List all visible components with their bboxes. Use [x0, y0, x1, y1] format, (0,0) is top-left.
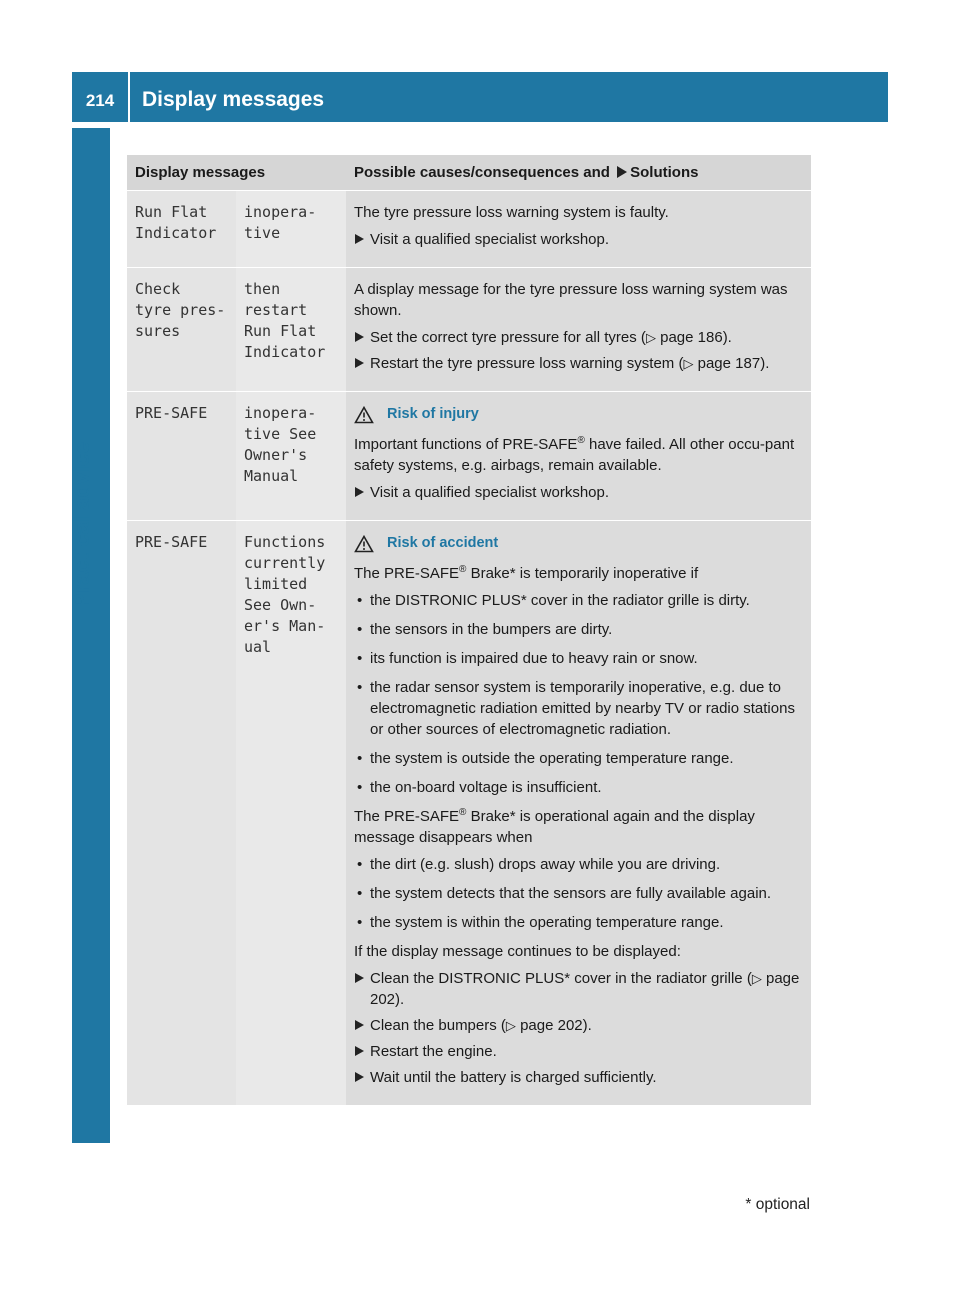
action-step-text: Clean the DISTRONIC PLUS* cover in the radiator grille ( — [370, 970, 752, 987]
table-row — [127, 520, 811, 1105]
bullet-icon: • — [357, 856, 363, 873]
action-arrow-icon — [355, 1046, 364, 1056]
bullet-icon: • — [357, 914, 363, 931]
bullet-icon: • — [357, 679, 363, 696]
condition-intro-end: Brake* is temporarily inoperative if — [466, 565, 699, 582]
warning-text-end: have failed. All other occu-pant safety systems, e.g. airbags, remain available. — [354, 436, 795, 474]
list-item-text: the system is within the operating temperature range. — [370, 914, 724, 931]
action-step-text: Set the correct tyre pressure for all tyres ( — [370, 329, 646, 346]
list-item-text: its function is impaired due to heavy rain or snow. — [370, 650, 698, 667]
page-title: Display messages — [142, 88, 325, 111]
list-item — [354, 619, 803, 640]
list-item — [354, 854, 803, 875]
action-step — [354, 1067, 803, 1088]
registered-mark: ® — [459, 807, 467, 818]
list-item — [354, 912, 803, 933]
action-step-text: Restart the tyre pressure loss warning system ( — [370, 355, 684, 372]
action-step — [354, 482, 803, 503]
table-row — [127, 190, 811, 267]
bullet-icon: • — [357, 779, 363, 796]
action-step — [354, 1041, 803, 1062]
recovery-intro-start: The PRE-SAFE — [354, 808, 460, 825]
list-item-text: the radar sensor system is temporarily inoperative, e.g. due to electromagnetic radiation emitted by nearby TV or radio stations or other sources of electromagnetic radiation. — [370, 679, 795, 738]
bullet-icon: • — [357, 750, 363, 767]
message-text: PRE-SAFE — [127, 520, 236, 1105]
message-text: Check tyre pres- sures — [127, 267, 236, 391]
action-step-text-end: ). — [395, 991, 405, 1008]
action-arrow-icon — [355, 1072, 364, 1082]
display-messages-table — [127, 155, 811, 1105]
solution-cell — [346, 190, 811, 267]
action-arrow-icon — [355, 332, 364, 342]
column-header-messages: Display messages — [127, 155, 346, 190]
page-ref-icon: ▷ — [505, 1018, 516, 1033]
warning-label: Risk of accident — [387, 535, 499, 551]
list-item — [354, 748, 803, 769]
bullet-icon: • — [357, 885, 363, 902]
solution-cell — [346, 267, 811, 391]
warning-heading — [354, 533, 803, 554]
column-header-solutions-label: Solutions — [630, 164, 699, 181]
action-step — [354, 353, 803, 374]
warning-triangle-icon — [354, 406, 374, 424]
section-tab — [72, 128, 110, 1143]
action-step — [354, 327, 803, 348]
list-item — [354, 777, 803, 798]
list-item — [354, 648, 803, 669]
action-step-text-end: ). — [760, 355, 770, 372]
action-arrow-icon — [355, 234, 364, 244]
page-header — [72, 72, 888, 122]
action-step-text: Visit a qualified specialist workshop. — [370, 231, 610, 248]
optional-footnote: * optional — [745, 1196, 810, 1213]
page-reference-link[interactable]: page 187 — [697, 355, 761, 372]
action-step-text: Wait until the battery is charged sufficiently. — [370, 1069, 657, 1086]
solution-cell — [346, 520, 811, 1105]
condition-intro — [354, 563, 803, 584]
warning-heading — [354, 404, 803, 425]
message-status: Functions currently limited See Own- er's Man- ual — [236, 520, 346, 1105]
page-number: 214 — [72, 72, 130, 122]
list-item-text: the system is outside the operating temperature range. — [370, 750, 734, 767]
table-row — [127, 267, 811, 391]
list-item-text: the dirt (e.g. slush) drops away while you are driving. — [370, 856, 721, 873]
action-step — [354, 968, 803, 1010]
page-reference-link[interactable]: page 202 — [520, 1017, 583, 1034]
message-status: inopera- tive — [236, 190, 346, 267]
message-text: Run Flat Indicator — [127, 190, 236, 267]
registered-mark: ® — [459, 564, 467, 575]
action-arrow-icon — [355, 487, 364, 497]
message-status: inopera- tive See Owner's Manual — [236, 391, 346, 520]
page-ref-icon: ▷ — [645, 330, 656, 345]
message-text: PRE-SAFE — [127, 391, 236, 520]
list-item — [354, 883, 803, 904]
list-item-text: the DISTRONIC PLUS* cover in the radiator grille is dirty. — [370, 592, 750, 609]
solution-arrow-icon — [617, 166, 627, 178]
action-step-text: Visit a qualified specialist workshop. — [370, 484, 610, 501]
bullet-icon: • — [357, 650, 363, 667]
page-reference-link[interactable]: page 186 — [660, 329, 723, 346]
action-arrow-icon — [355, 358, 364, 368]
page-ref-icon: ▷ — [683, 356, 694, 371]
column-header-solutions — [346, 155, 811, 190]
recovery-intro-end: Brake* is operational again and the display message disappears when — [354, 808, 755, 846]
list-item — [354, 677, 803, 740]
table-row — [127, 391, 811, 520]
warning-triangle-icon — [354, 535, 374, 553]
action-step-text: Clean the bumpers ( — [370, 1017, 506, 1034]
persist-text: If the display message continues to be displayed: — [354, 943, 681, 960]
list-item-text: the system detects that the sensors are fully available again. — [370, 885, 772, 902]
table-header-row — [127, 155, 811, 190]
action-step-text: Restart the engine. — [370, 1043, 497, 1060]
registered-mark: ® — [577, 435, 585, 446]
column-header-causes: Possible causes/consequences and — [354, 164, 610, 181]
warning-label: Risk of injury — [387, 406, 479, 422]
message-status: then restart Run Flat Indicator — [236, 267, 346, 391]
bullet-icon: • — [357, 592, 363, 609]
list-item — [354, 590, 803, 611]
warning-text-start: Important functions of PRE-SAFE — [354, 436, 578, 453]
action-step-text-end: ). — [582, 1017, 592, 1034]
action-arrow-icon — [355, 973, 364, 983]
list-item-text: the on-board voltage is insufficient. — [370, 779, 602, 796]
solution-cell — [346, 391, 811, 520]
section-label-text: Practical advice — [69, 441, 94, 608]
action-step-text-end: ). — [722, 329, 732, 346]
cause-text: The tyre pressure loss warning system is faulty. — [354, 204, 669, 221]
list-item-text: the sensors in the bumpers are dirty. — [370, 621, 613, 638]
recovery-intro — [354, 806, 803, 848]
page-reference-link[interactable]: page 202 — [370, 970, 800, 1008]
bullet-icon: • — [357, 621, 363, 638]
cause-text: A display message for the tyre pressure loss warning system was shown. — [354, 281, 788, 319]
page-ref-icon: ▷ — [751, 971, 762, 986]
action-step — [354, 1015, 803, 1036]
action-step — [354, 229, 803, 250]
warning-text — [354, 434, 803, 476]
action-arrow-icon — [355, 1020, 364, 1030]
condition-intro-start: The PRE-SAFE — [354, 565, 460, 582]
